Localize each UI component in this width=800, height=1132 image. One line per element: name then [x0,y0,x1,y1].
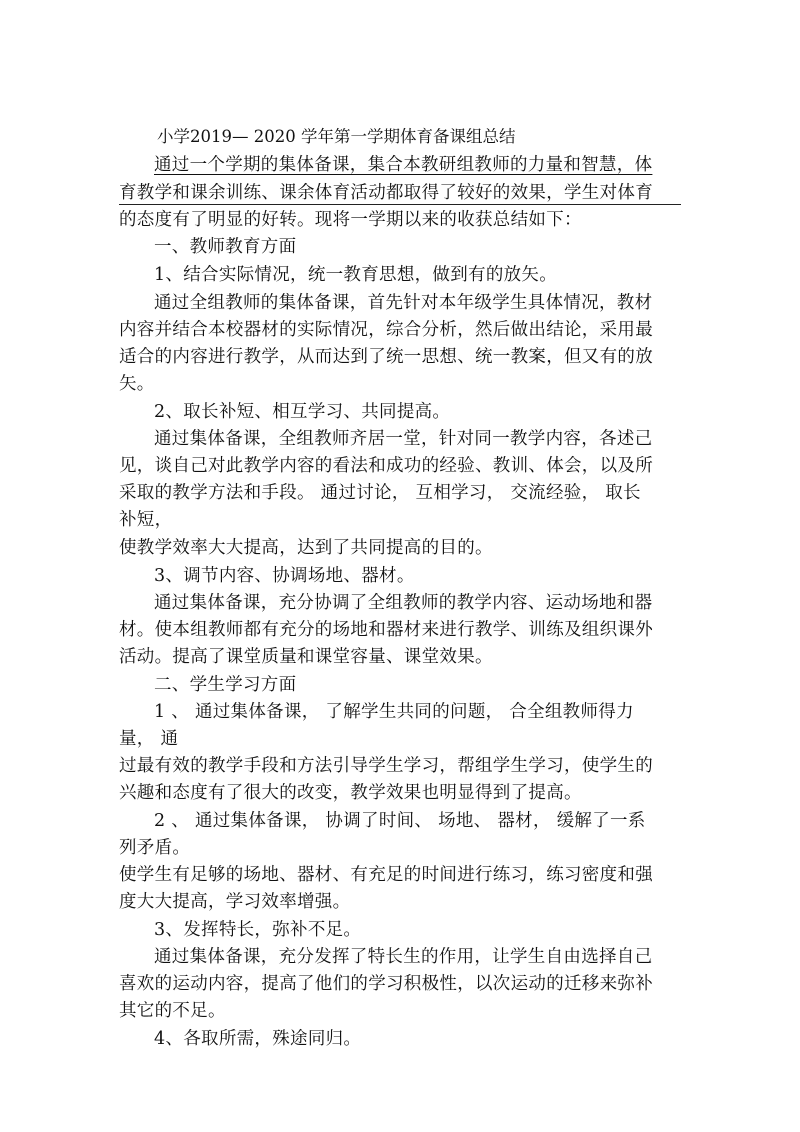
subheading: 3、发挥特长，弥补不足。 [154,920,362,940]
paragraph-line: 内容并结合本校器材的实际情况，综合分析，然后做出结论，采用最 [119,320,653,340]
paragraph-line: 列矛盾。 [119,838,191,858]
paragraph-line: 过最有效的教学手段和方法引导学生学习，帮组学生学习，使学生的 [119,756,653,776]
paragraph-line: 采取的教学方法和手段。 通过讨论， 互相学习， 交流经验， 取长 [119,483,641,503]
paragraph-line: 适合的内容进行教学，从而达到了统一思想、统一教案，但又有的放 [119,347,653,367]
paragraph-line: 矢。 [119,374,155,394]
paragraph-line: 通过一个学期的集体备课，集合本教研组教师的力量和智慧，体 [154,155,653,175]
section-heading: 一、教师教育方面 [154,237,297,257]
paragraph-line: 度大大提高，学习效率增强。 [119,892,351,912]
paragraph-line: 2 、 通过集体备课， 协调了时间、 场地、 器材， 缓解了一系 [154,811,646,831]
paragraph-line: 兴趣和态度有了很大的改变，教学效果也明显得到了提高。 [119,783,582,803]
paragraph-line: 使学生有足够的场地、器材、有充足的时间进行练习，练习密度和强 [119,865,653,885]
paragraph-line: 通过集体备课，充分协调了全组教师的教学内容、运动场地和器 [154,593,653,613]
paragraph-line: 通过集体备课，充分发挥了特长生的作用，让学生自由选择自己 [154,947,653,967]
section-heading: 二、学生学习方面 [154,675,297,695]
paragraph-line: 其它的不足。 [119,1001,226,1021]
subheading: 4、各取所需，殊途同归。 [154,1029,362,1049]
subheading: 2、取长补短、相互学习、共同提高。 [154,402,451,422]
paragraph-line: 育教学和课余训练、课余体育活动都取得了较好的效果，学生对体育 [119,183,653,203]
paragraph-line: 通过全组教师的集体备课，首先针对本年级学生具体情况，教材 [154,293,653,313]
horizontal-rule [119,204,681,205]
paragraph-line: 活动。提高了课堂质量和课堂容量、课堂效果。 [119,647,493,667]
subheading: 3、调节内容、协调场地、器材。 [154,566,415,586]
paragraph-line: 1 、 通过集体备课， 了解学生共同的问题， 合全组教师得力 [154,702,634,722]
subheading: 1、结合实际情况，统一教育思想，做到有的放矢。 [154,265,558,285]
paragraph-line: 使教学效率大大提高，达到了共同提高的目的。 [119,538,493,558]
paragraph-line: 材。使本组教师都有充分的场地和器材来进行教学、训练及组织课外 [119,620,653,640]
paragraph-line: 喜欢的运动内容，提高了他们的学习积极性，以次运动的迁移来弥补 [119,974,653,994]
paragraph-line: 量， 通 [119,729,179,749]
paragraph-line: 通过集体备课，全组教师齐居一堂，针对同一教学内容，各述己 [154,429,653,449]
paragraph-line: 补短， [119,510,173,530]
document-title: 小学2019— 2020 学年第一学期体育备课组总结 [157,127,516,146]
paragraph-line: 的态度有了明显的好转。现将一学期以来的收获总结如下： [119,210,582,230]
paragraph-line: 见，谈自己对此教学内容的看法和成功的经验、教训、体会，以及所 [119,456,653,476]
